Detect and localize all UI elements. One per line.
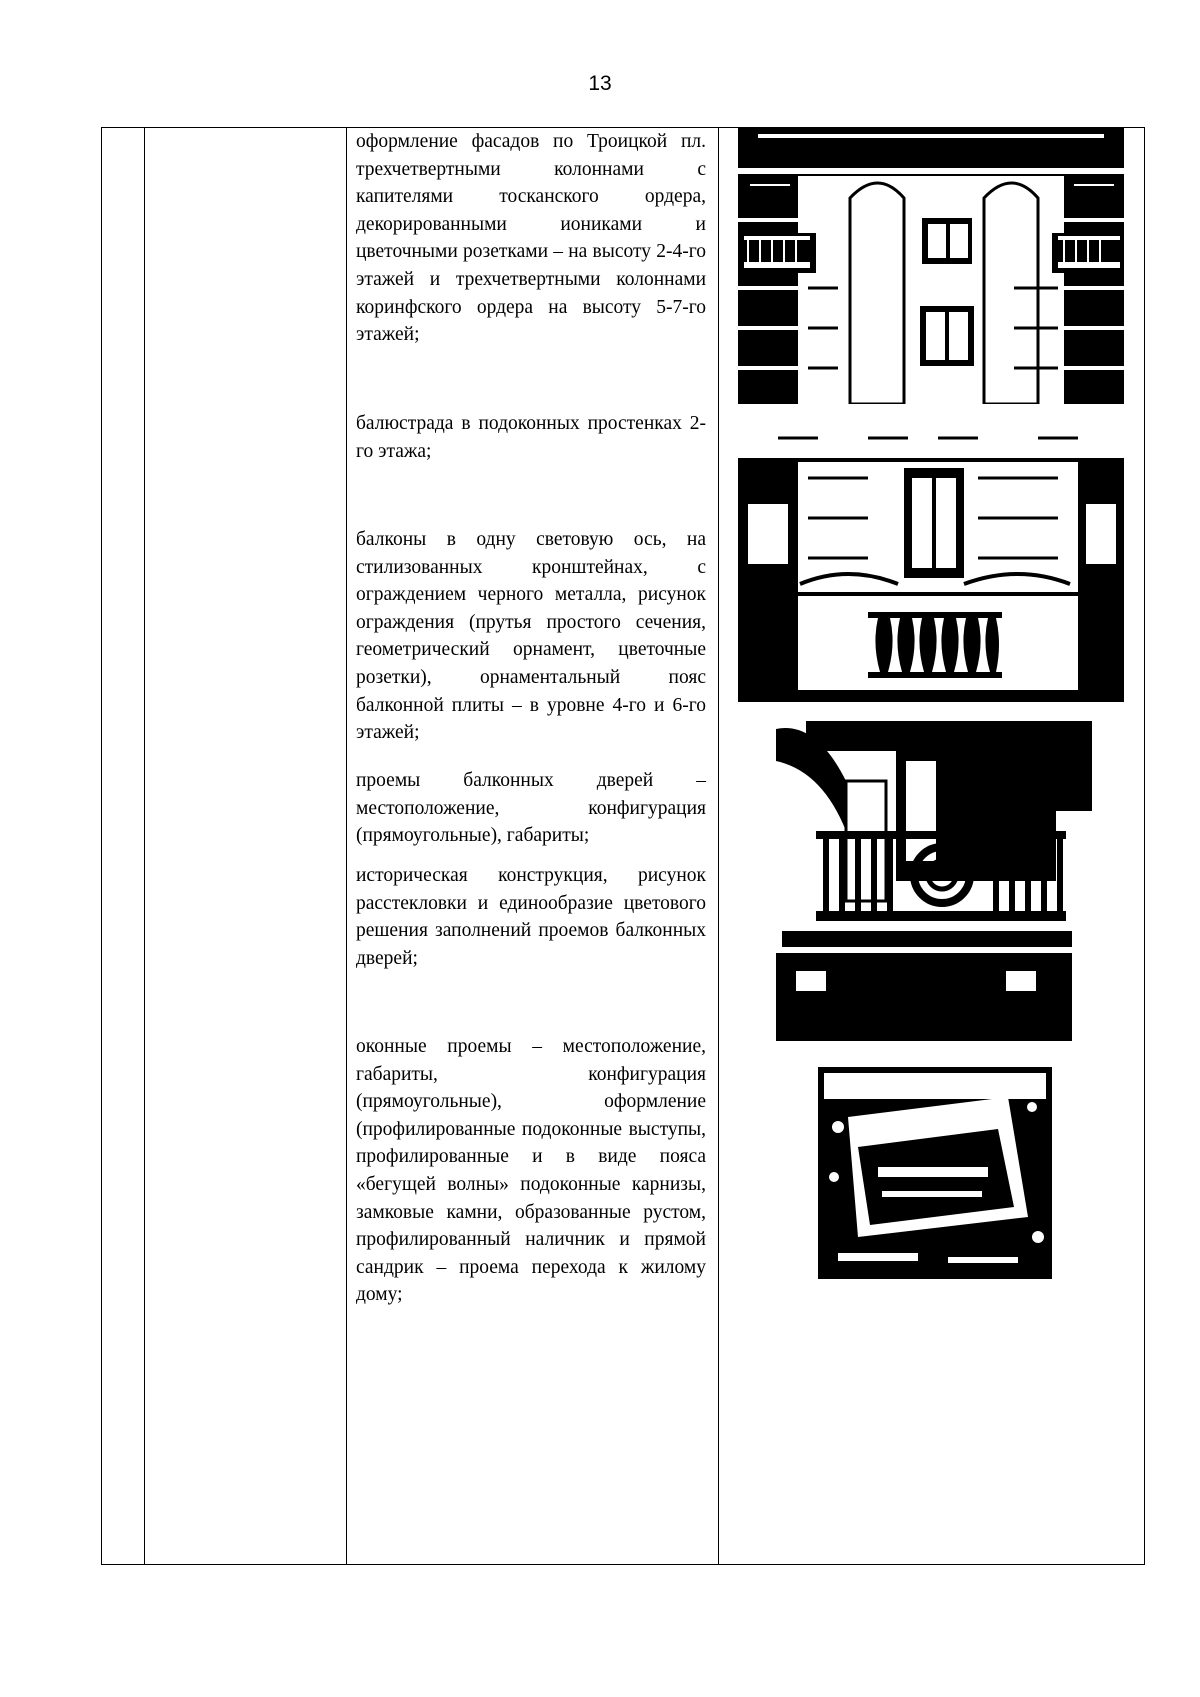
text-balcony-door-construction: историческая конструкция, рисунок расстекловки и единообразие цветового решения заполнений проемов балконных дверей; xyxy=(356,865,706,969)
facade-columns-photo xyxy=(738,128,1124,404)
window-sill-photo xyxy=(818,1067,1052,1279)
text-balcony-door-openings: проемы балконных дверей – местоположение, конфигурация (прямоугольные), габариты; xyxy=(356,770,706,847)
text-facade-columns: оформление фасадов по Троицкой пл. трехчетвертными колоннами с капителями тосканского ордера, декорированными иониками и цветочными розетками – на высоту 2-4-го этажей и трехчетвертными колоннами коринфского ордера на высоту 5-7-го этажей; xyxy=(356,131,706,346)
text-window-openings: оконные проемы – местоположение, габариты, конфигурация (прямоугольные), оформление (профилированные подоконные выступы, профилированные и в виде пояса «бегущей волны» подоконные карнизы, замковые камни, образованные рустом, профилированный наличник и прямой сандрик – проема перехода к жилому дому; xyxy=(356,1036,706,1306)
text-balustrade: балюстрада в подоконных простенках 2-го этажа; xyxy=(356,413,706,462)
page-number: 13 xyxy=(588,72,612,95)
balcony-photo xyxy=(776,721,1092,1041)
balustrade-photo xyxy=(738,434,1124,702)
column-divider xyxy=(346,128,347,1564)
text-balconies: балконы в одну световую ось, на стилизованных кронштейнах, с ограждением черного металла, рисунок ограждения (прутья простого сечения, геометрический орнамент, цветочные розетки), орнаментальный пояс балконной плиты – в уровне 4-го и 6-го этажей; xyxy=(356,529,706,744)
column-divider xyxy=(144,128,145,1564)
column-divider xyxy=(718,128,719,1564)
